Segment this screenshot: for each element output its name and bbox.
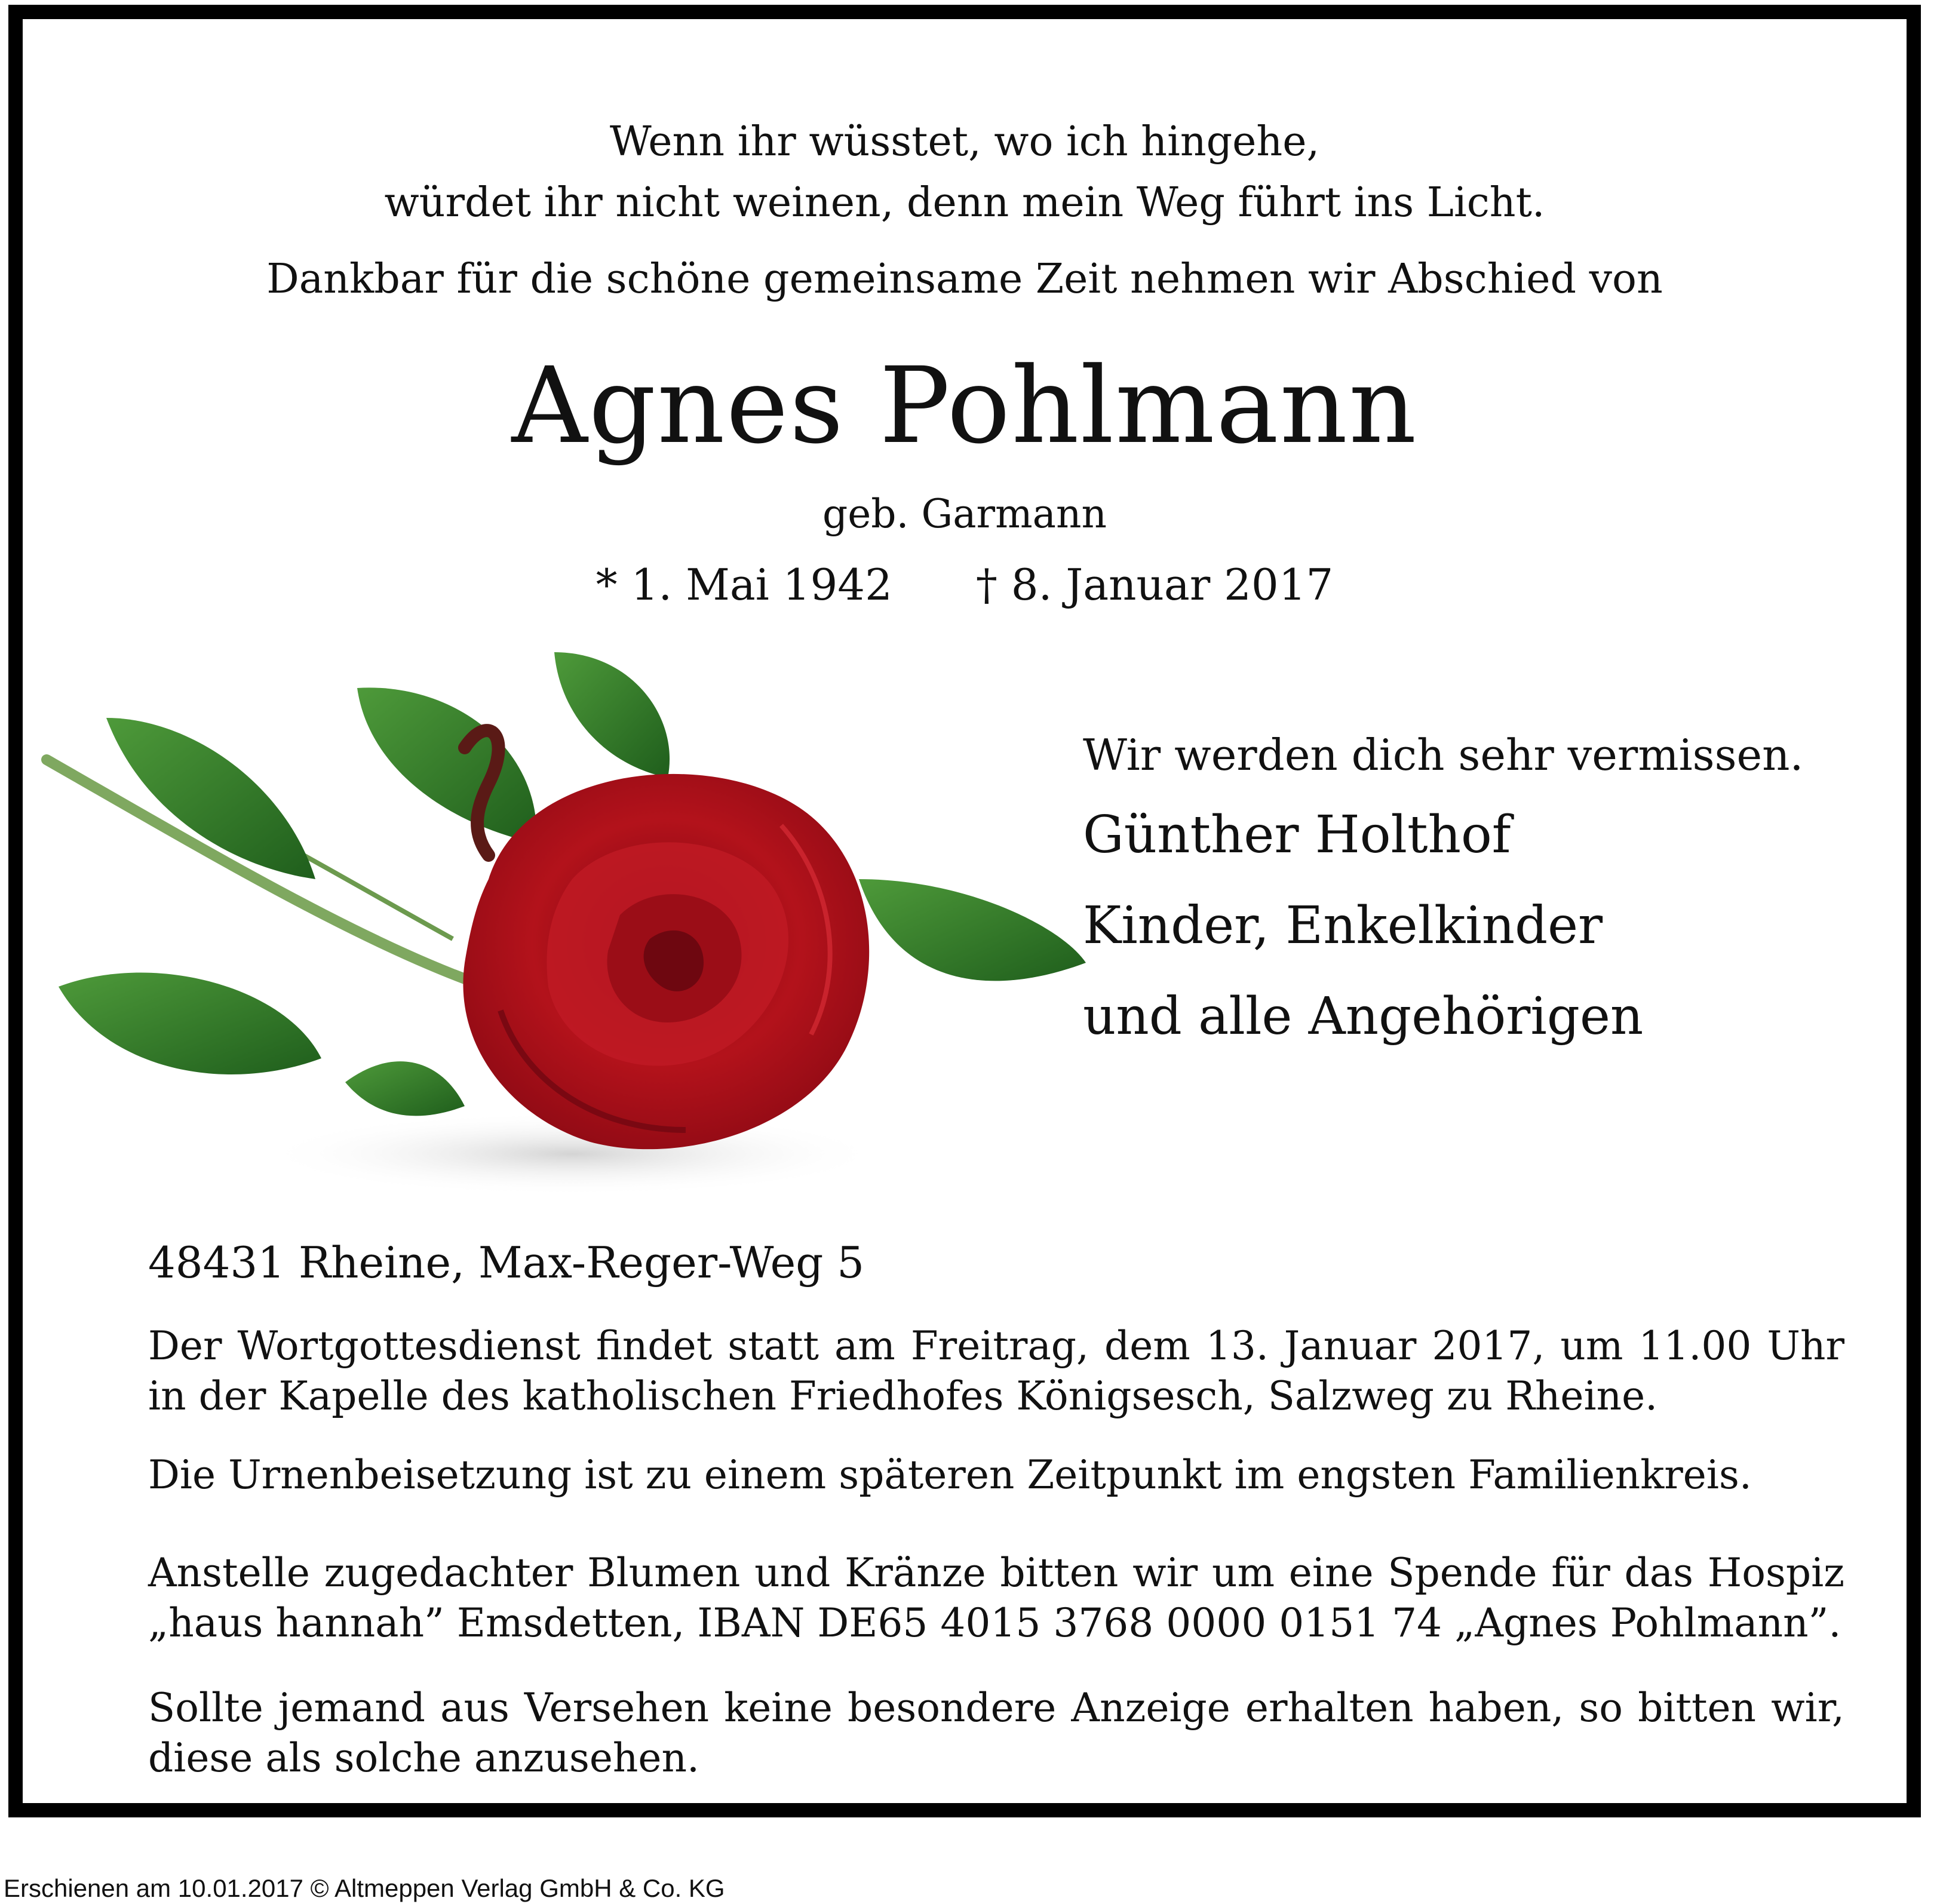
birth-name: geb. Garmann <box>822 491 1107 537</box>
mourner-line: Günther Holthof <box>1083 805 1511 865</box>
birth-date: * 1. Mai 1942 <box>595 560 892 610</box>
donation-paragraph: Anstelle zugedachter Blumen und Kränze bitten wir um eine Spende für das Hospiz „haus hannah” Emsdetten, IBAN DE65 4015 3768 0000 0151 74 „Agnes Pohlmann”. <box>148 1550 1844 1646</box>
burial-paragraph: Die Urnenbeisetzung ist zu einem späteren Zeitpunkt im engsten Familienkreis. <box>148 1452 1752 1498</box>
mourners-intro: Wir werden dich sehr vermissen. <box>1083 730 1804 780</box>
death-date: † 8. Januar 2017 <box>975 560 1334 610</box>
obituary-frame <box>8 5 1921 1817</box>
rose-image <box>35 628 1086 1202</box>
verse-line-2: würdet ihr nicht weinen, denn mein Weg führt ins Licht. <box>384 179 1545 226</box>
address: 48431 Rheine, Max-Reger-Weg 5 <box>148 1237 865 1288</box>
farewell-intro: Dankbar für die schöne gemeinsame Zeit nehmen wir Abschied von <box>266 256 1663 303</box>
mourner-line: und alle Angehörigen <box>1083 987 1644 1046</box>
life-dates <box>23 560 1907 610</box>
mourner-line: Kinder, Enkelkinder <box>1083 896 1603 956</box>
verse-line-1: Wenn ihr wüsstet, wo ich hingehe, <box>609 118 1320 165</box>
notice-paragraph: Sollte jemand aus Versehen keine besondere Anzeige erhalten haben, so bitten wir, diese als solche anzusehen. <box>148 1685 1844 1781</box>
deceased-name: Agnes Pohlmann <box>511 345 1418 467</box>
verse <box>23 112 1907 234</box>
service-paragraph: Der Wortgottesdienst findet statt am Freitrag, dem 13. Januar 2017, um 11.00 Uhr in der Kapelle des katholischen Friedhofes Königsesch, Salzweg zu Rheine. <box>148 1323 1844 1419</box>
publication-footer: Erschienen am 10.01.2017 © Altmeppen Verlag GmbH & Co. KG <box>4 1874 725 1902</box>
